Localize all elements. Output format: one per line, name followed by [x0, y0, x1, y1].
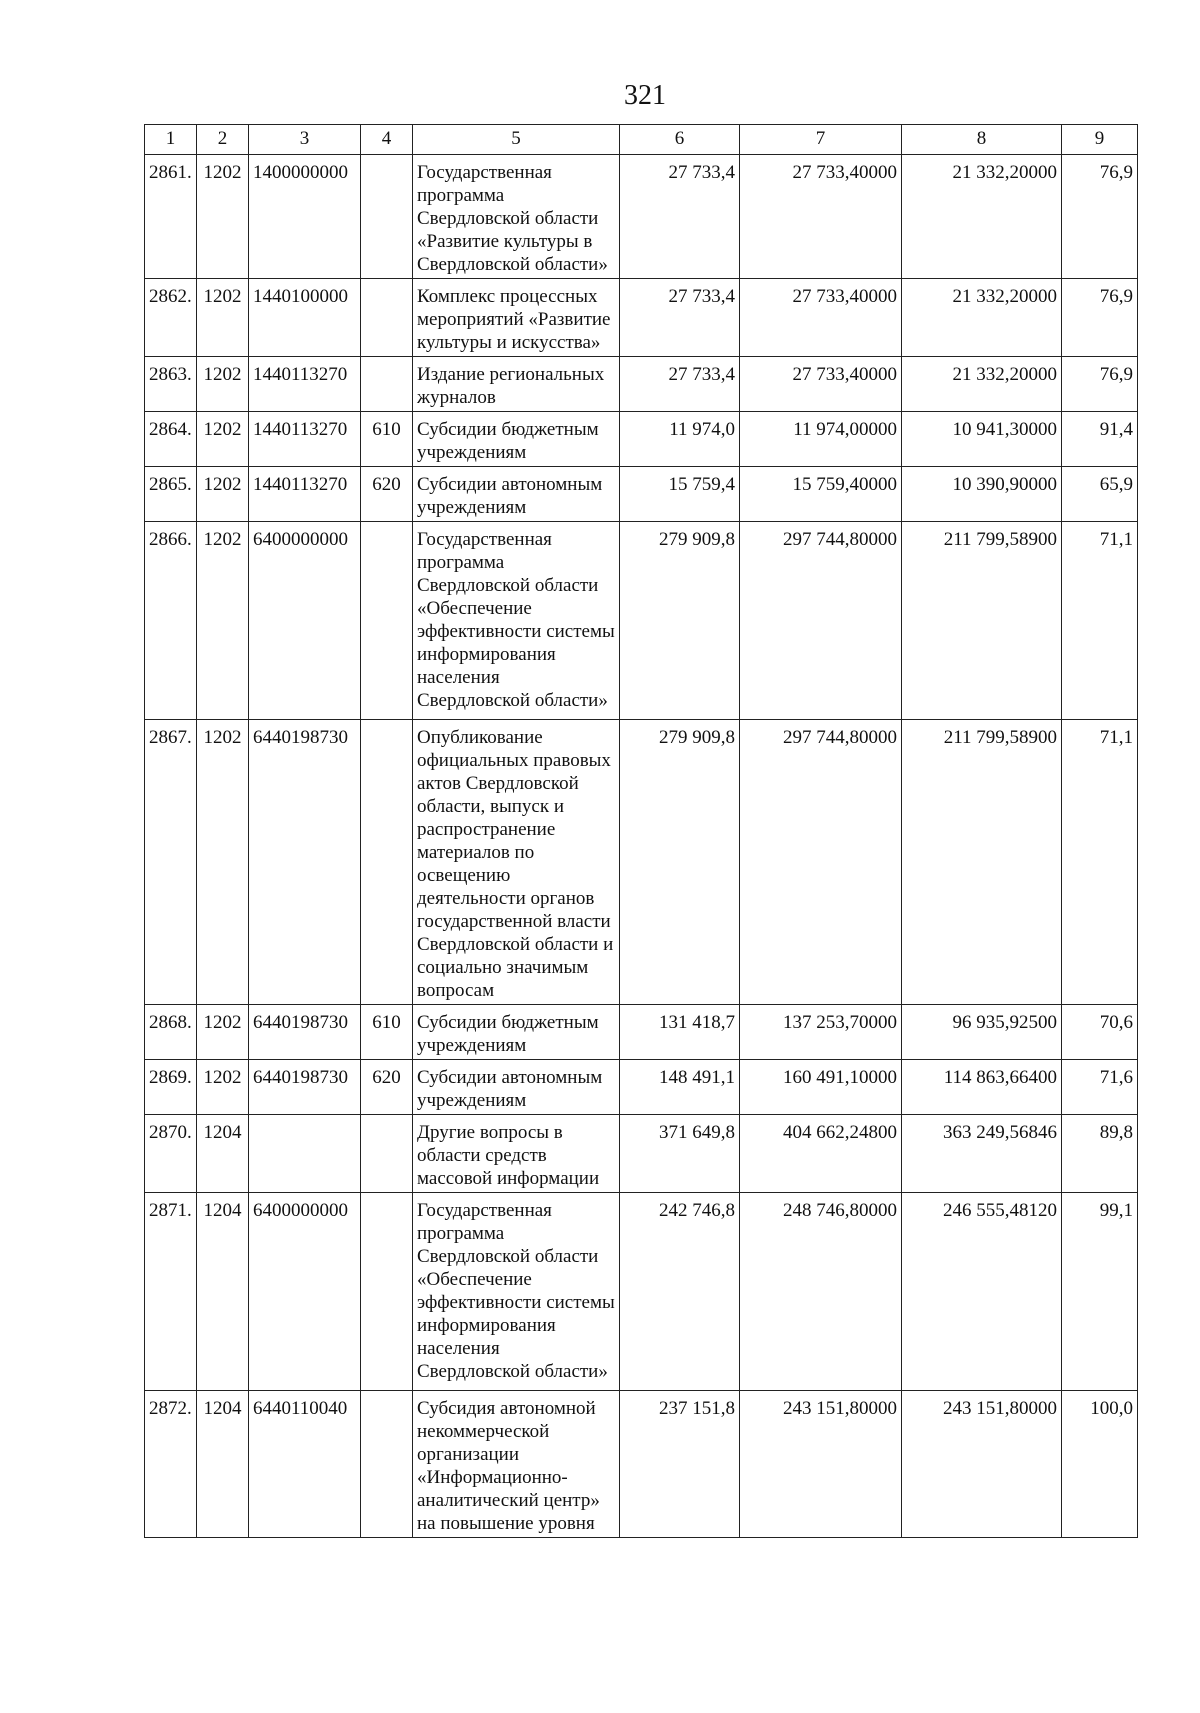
table-row [145, 1193, 1138, 1391]
approved-amount: 279 909,8 [620, 522, 740, 720]
row-number: 2870. [145, 1115, 197, 1193]
execution-percent: 65,9 [1062, 467, 1138, 522]
table-row [145, 1115, 1138, 1193]
item-name: Субсидии бюджетным учреждениям [413, 412, 620, 467]
target-code: 1440113270 [249, 357, 361, 412]
refined-amount: 27 733,40000 [740, 279, 902, 357]
approved-amount: 242 746,8 [620, 1193, 740, 1391]
refined-amount: 27 733,40000 [740, 155, 902, 279]
expense-type-code [361, 522, 413, 720]
refined-amount: 15 759,40000 [740, 467, 902, 522]
execution-percent: 76,9 [1062, 155, 1138, 279]
budget-table [144, 124, 1138, 1538]
table-row [145, 1005, 1138, 1060]
section-code: 1202 [197, 279, 249, 357]
section-code: 1202 [197, 522, 249, 720]
execution-percent: 71,6 [1062, 1060, 1138, 1115]
refined-amount: 248 746,80000 [740, 1193, 902, 1391]
approved-amount: 11 974,0 [620, 412, 740, 467]
expense-type-code [361, 720, 413, 1005]
executed-amount: 21 332,20000 [902, 357, 1062, 412]
section-code: 1202 [197, 720, 249, 1005]
item-name: Комплекс процессных мероприятий «Развитие культуры и искусства» [413, 279, 620, 357]
page-number: 321 [624, 80, 666, 111]
refined-amount: 137 253,70000 [740, 1005, 902, 1060]
row-number: 2868. [145, 1005, 197, 1060]
execution-percent: 70,6 [1062, 1005, 1138, 1060]
approved-amount: 27 733,4 [620, 357, 740, 412]
execution-percent: 100,0 [1062, 1391, 1138, 1538]
table-row [145, 522, 1138, 720]
row-number: 2862. [145, 279, 197, 357]
row-number: 2867. [145, 720, 197, 1005]
section-code: 1204 [197, 1391, 249, 1538]
item-name: Государственная программа Свердловской области «Развитие культуры в Свердловской области» [413, 155, 620, 279]
approved-amount: 27 733,4 [620, 155, 740, 279]
executed-amount: 363 249,56846 [902, 1115, 1062, 1193]
executed-amount: 21 332,20000 [902, 155, 1062, 279]
target-code: 6400000000 [249, 522, 361, 720]
refined-amount: 243 151,80000 [740, 1391, 902, 1538]
expense-type-code [361, 1391, 413, 1538]
section-code: 1202 [197, 412, 249, 467]
section-code: 1202 [197, 1060, 249, 1115]
refined-amount: 160 491,10000 [740, 1060, 902, 1115]
column-header: 6 [620, 125, 740, 155]
row-number: 2865. [145, 467, 197, 522]
table-row [145, 412, 1138, 467]
executed-amount: 10 941,30000 [902, 412, 1062, 467]
section-code: 1202 [197, 155, 249, 279]
item-name: Издание региональных журналов [413, 357, 620, 412]
row-number: 2872. [145, 1391, 197, 1538]
approved-amount: 15 759,4 [620, 467, 740, 522]
table-row [145, 1060, 1138, 1115]
expense-type-code: 620 [361, 1060, 413, 1115]
refined-amount: 11 974,00000 [740, 412, 902, 467]
executed-amount: 114 863,66400 [902, 1060, 1062, 1115]
column-header: 8 [902, 125, 1062, 155]
refined-amount: 27 733,40000 [740, 357, 902, 412]
approved-amount: 237 151,8 [620, 1391, 740, 1538]
refined-amount: 297 744,80000 [740, 720, 902, 1005]
expense-type-code [361, 279, 413, 357]
target-code: 1440100000 [249, 279, 361, 357]
target-code: 1440113270 [249, 467, 361, 522]
table-row [145, 357, 1138, 412]
executed-amount: 246 555,48120 [902, 1193, 1062, 1391]
execution-percent: 89,8 [1062, 1115, 1138, 1193]
table-row [145, 1391, 1138, 1538]
execution-percent: 76,9 [1062, 357, 1138, 412]
expense-type-code: 610 [361, 412, 413, 467]
execution-percent: 76,9 [1062, 279, 1138, 357]
column-header: 3 [249, 125, 361, 155]
item-name: Субсидии автономным учреждениям [413, 1060, 620, 1115]
expense-type-code [361, 1115, 413, 1193]
target-code: 6440198730 [249, 1005, 361, 1060]
target-code: 6440198730 [249, 1060, 361, 1115]
target-code: 6400000000 [249, 1193, 361, 1391]
executed-amount: 21 332,20000 [902, 279, 1062, 357]
table-row [145, 720, 1138, 1005]
item-name: Другие вопросы в области средств массовой информации [413, 1115, 620, 1193]
item-name: Субсидии бюджетным учреждениям [413, 1005, 620, 1060]
execution-percent: 99,1 [1062, 1193, 1138, 1391]
column-header: 9 [1062, 125, 1138, 155]
executed-amount: 211 799,58900 [902, 522, 1062, 720]
table-row [145, 155, 1138, 279]
column-header: 1 [145, 125, 197, 155]
target-code: 6440198730 [249, 720, 361, 1005]
row-number: 2864. [145, 412, 197, 467]
item-name: Государственная программа Свердловской области «Обеспечение эффективности системы информирования населения Свердловской области» [413, 522, 620, 720]
target-code [249, 1115, 361, 1193]
column-header: 5 [413, 125, 620, 155]
row-number: 2866. [145, 522, 197, 720]
executed-amount: 211 799,58900 [902, 720, 1062, 1005]
table-row [145, 279, 1138, 357]
section-code: 1204 [197, 1115, 249, 1193]
header-row [145, 125, 1138, 155]
column-header: 7 [740, 125, 902, 155]
expense-type-code [361, 155, 413, 279]
row-number: 2871. [145, 1193, 197, 1391]
refined-amount: 297 744,80000 [740, 522, 902, 720]
section-code: 1202 [197, 467, 249, 522]
executed-amount: 96 935,92500 [902, 1005, 1062, 1060]
section-code: 1202 [197, 1005, 249, 1060]
target-code: 1440113270 [249, 412, 361, 467]
row-number: 2861. [145, 155, 197, 279]
approved-amount: 131 418,7 [620, 1005, 740, 1060]
execution-percent: 71,1 [1062, 522, 1138, 720]
target-code: 1400000000 [249, 155, 361, 279]
item-name: Субсидии автономным учреждениям [413, 467, 620, 522]
executed-amount: 10 390,90000 [902, 467, 1062, 522]
column-header: 4 [361, 125, 413, 155]
expense-type-code [361, 1193, 413, 1391]
expense-type-code: 610 [361, 1005, 413, 1060]
row-number: 2863. [145, 357, 197, 412]
item-name: Субсидия автономной некоммерческой организации «Информационно-аналитический центр» на повышение уровня [413, 1391, 620, 1538]
approved-amount: 148 491,1 [620, 1060, 740, 1115]
section-code: 1202 [197, 357, 249, 412]
target-code: 6440110040 [249, 1391, 361, 1538]
refined-amount: 404 662,24800 [740, 1115, 902, 1193]
table-row [145, 467, 1138, 522]
section-code: 1204 [197, 1193, 249, 1391]
approved-amount: 279 909,8 [620, 720, 740, 1005]
execution-percent: 71,1 [1062, 720, 1138, 1005]
column-header: 2 [197, 125, 249, 155]
item-name: Опубликование официальных правовых актов Свердловской области, выпуск и распространение материалов по освещению деятельности органов государственной власти Свердловской области и социально значимым вопросам [413, 720, 620, 1005]
execution-percent: 91,4 [1062, 412, 1138, 467]
expense-type-code [361, 357, 413, 412]
approved-amount: 27 733,4 [620, 279, 740, 357]
row-number: 2869. [145, 1060, 197, 1115]
approved-amount: 371 649,8 [620, 1115, 740, 1193]
expense-type-code: 620 [361, 467, 413, 522]
executed-amount: 243 151,80000 [902, 1391, 1062, 1538]
item-name: Государственная программа Свердловской области «Обеспечение эффективности системы информирования населения Свердловской области» [413, 1193, 620, 1391]
